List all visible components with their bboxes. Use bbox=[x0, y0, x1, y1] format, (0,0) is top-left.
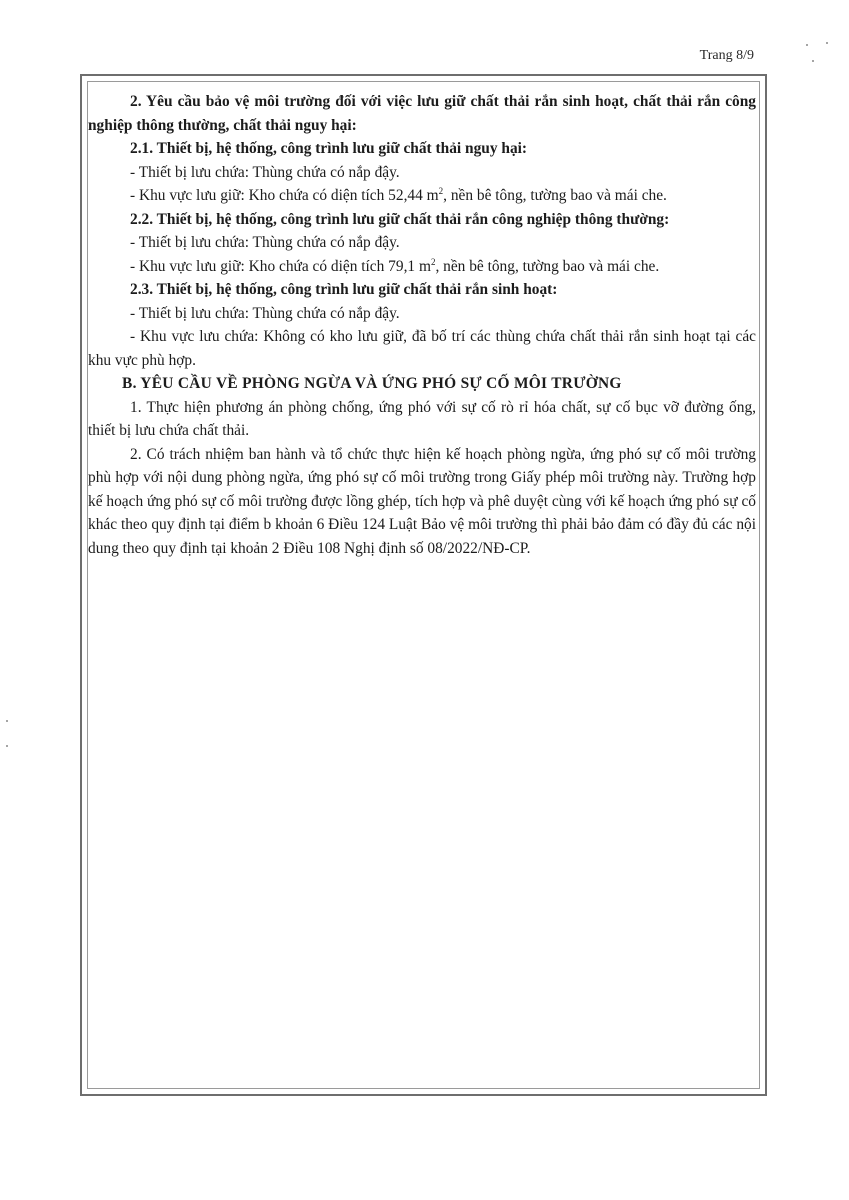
section-b-paragraph-2: 2. Có trách nhiệm ban hành và tổ chức thực hiện kế hoạch phòng ngừa, ứng phó sự cố môi trường phù hợp với nội dung phòng ngừa, ứng phó sự cố môi trường trong Giấy phép môi trường này. Trường hợp kế hoạch ứng phó sự cố môi trường được lồng ghép, tích hợp và phê duyệt cùng với kế hoạch ứng phó sự cố khác theo quy định tại điểm b khoản 6 Điều 124 Luật Bảo vệ môi trường thì phải bảo đảm có đầy đủ các nội dung theo quy định tại khoản 2 Điều 108 Nghị định số 08/2022/NĐ-CP. bbox=[88, 445, 756, 557]
scan-speck bbox=[6, 720, 8, 722]
subsection-2-2-item-2-rest: , nền bê tông, tường bao và mái che. bbox=[435, 257, 660, 275]
superscript-2: 2 bbox=[438, 185, 444, 196]
subsection-2-2-heading: 2.2. Thiết bị, hệ thống, công trình lưu giữ chất thải rắn công nghiệp thông thường: bbox=[130, 210, 670, 228]
subsection-2-3-item-1: - Thiết bị lưu chứa: Thùng chứa có nắp đậy. bbox=[130, 304, 400, 322]
superscript-2: 2 bbox=[430, 256, 436, 267]
subsection-2-1-item-2-rest: , nền bê tông, tường bao và mái che. bbox=[443, 187, 667, 204]
scan-speck bbox=[812, 60, 814, 62]
scan-speck bbox=[826, 42, 828, 44]
subsection-2-1-item-2-text: - Khu vực lưu giữ: Kho chứa có diện tích 52,44 m bbox=[130, 187, 439, 204]
subsection-2-2-item-2 bbox=[88, 255, 756, 279]
subsection-2-2-item-2-text: - Khu vực lưu giữ: Kho chứa có diện tích 79,1 m bbox=[130, 257, 431, 275]
document-body bbox=[88, 90, 756, 560]
page-number: Trang 8/9 bbox=[699, 48, 754, 63]
subsection-2-3-item-2: - Khu vực lưu chứa: Không có kho lưu giữ, đã bố trí các thùng chứa chất thải rắn sinh hoạt tại các khu vực phù hợp. bbox=[88, 328, 756, 369]
subsection-2-1-heading: 2.1. Thiết bị, hệ thống, công trình lưu giữ chất thải nguy hại: bbox=[130, 140, 528, 157]
subsection-2-1-item-1: - Thiết bị lưu chứa: Thùng chứa có nắp đậy. bbox=[130, 163, 400, 181]
scan-speck bbox=[806, 44, 808, 46]
section-b-paragraph-1: 1. Thực hiện phương án phòng chống, ứng phó với sự cố rò rỉ hóa chất, sự cố bục vỡ đường ống, thiết bị lưu chứa chất thải. bbox=[88, 398, 756, 439]
subsection-2-1-item-2 bbox=[88, 184, 756, 208]
section-b-heading: B. YÊU CẦU VỀ PHÒNG NGỪA VÀ ỨNG PHÓ SỰ CỐ MÔI TRƯỜNG bbox=[122, 375, 622, 392]
subsection-2-2-item-1: - Thiết bị lưu chứa: Thùng chứa có nắp đậy. bbox=[130, 234, 400, 251]
section-2-heading: 2. Yêu cầu bảo vệ môi trường đối với việc lưu giữ chất thải rắn sinh hoạt, chất thải rắn công nghiệp thông thường, chất thải nguy hại: bbox=[88, 93, 756, 134]
scan-speck bbox=[6, 745, 8, 747]
subsection-2-3-heading: 2.3. Thiết bị, hệ thống, công trình lưu giữ chất thải rắn sinh hoạt: bbox=[130, 281, 558, 298]
